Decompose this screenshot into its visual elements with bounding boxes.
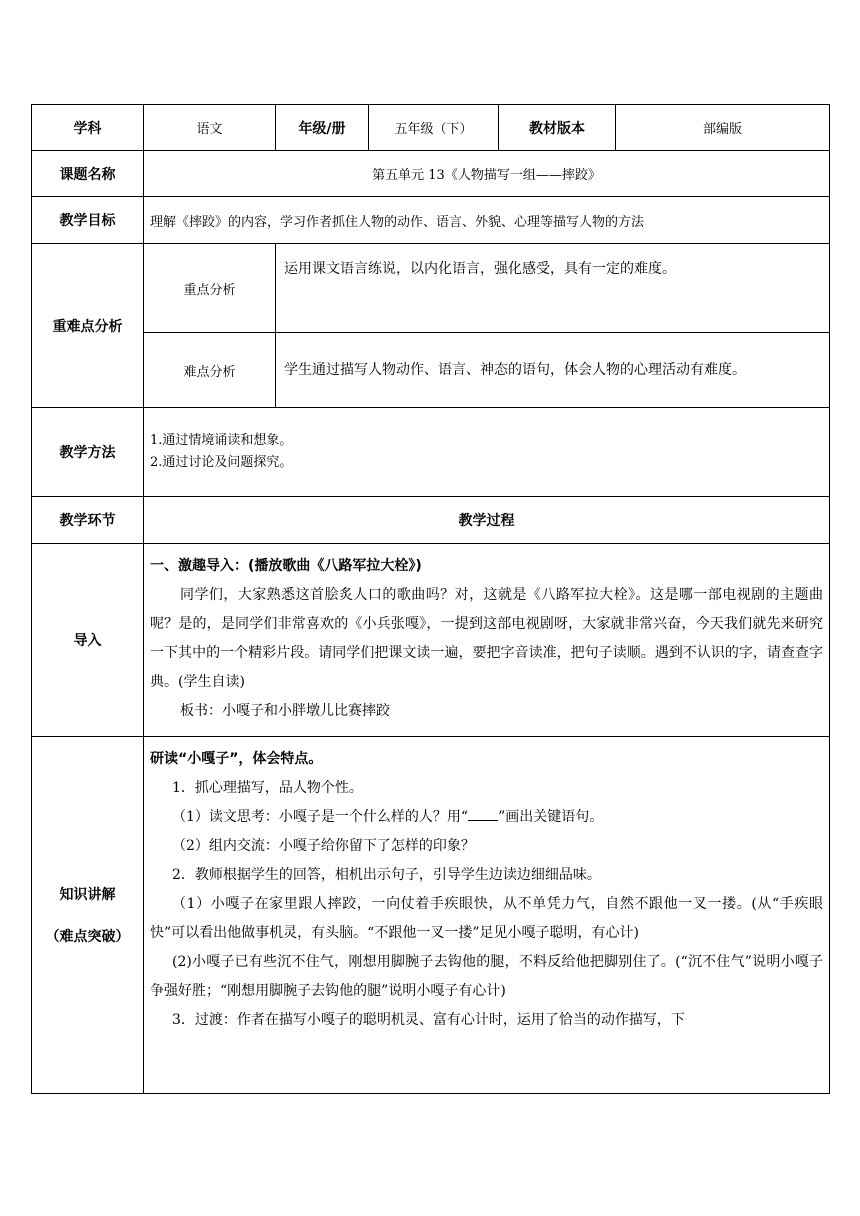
knowledge-step-3: 3．过渡：作者在描写小嘎子的聪明机灵、富有心计时，运用了恰当的动作描写，下: [172, 1012, 685, 1028]
objective-value: 理解《摔跤》的内容，学习作者抓住人物的动作、语言、外貌、心理等描写人物的方法: [144, 197, 830, 244]
key-analysis-value: 运用课文语言练说，以内化语言，强化感受，具有一定的难度。: [276, 244, 830, 333]
edition-label: 教材版本: [499, 105, 616, 151]
intro-paragraph: 同学们，大家熟悉这首脍炙人口的歌曲吗？对，这就是《八路军拉大栓》。这是哪一部电视剧的主题曲呢？是的，是同学们非常喜欢的《小兵张嘎》，一提到这部电视剧呀，大家就非常兴奋，今天我们就先来研究一下其中的一个精彩片段。请同学们把课文读一遍，要把字音读准，把句子读顺。遇到不认识的字，请查查字典。(学生自读): [150, 587, 823, 690]
edition-value: 部编版: [616, 105, 830, 151]
lesson-title-label: 课题名称: [32, 151, 144, 197]
method-item: 2.通过讨论及问题探究。: [150, 455, 293, 470]
knowledge-step-2b: (2)小嘎子已有些沉不住气，刚想用脚腕子去钩他的腿，不料反给他把脚别住了。(“沉不住气”说明小嘎子争强好胜；“刚想用脚腕子去钩他的腿”说明小嘎子有心计): [150, 954, 823, 999]
difficulty-analysis-label: 难点分析: [144, 333, 276, 408]
knowledge-label: 知识讲解: [59, 887, 116, 903]
intro-label: 导入: [32, 544, 144, 737]
difficulty-analysis-row: [32, 333, 830, 408]
analysis-label: 重难点分析: [32, 244, 144, 408]
knowledge-step-1b: （2）组内交流：小嘎子给你留下了怎样的印象？: [172, 838, 475, 854]
knowledge-sub-label: （难点突破）: [45, 929, 130, 945]
intro-row: [32, 544, 830, 737]
grade-value: 五年级（下）: [369, 105, 499, 151]
knowledge-step-1a: （1）读文思考：小嘎子是一个什么样的人？用“ ”画出关键语句。: [172, 809, 604, 825]
difficulty-analysis-value: 学生通过描写人物动作、语言、神态的语句，体会人物的心理活动有难度。: [276, 333, 830, 408]
underline-blank: [468, 808, 498, 821]
process-header: 教学过程: [144, 497, 830, 544]
knowledge-step-2: 2．教师根据学生的回答，相机出示句子，引导学生边读边细细品味。: [172, 867, 601, 883]
objective-label: 教学目标: [32, 197, 144, 244]
lesson-plan-table: [31, 104, 830, 1094]
key-analysis-row: [32, 244, 830, 333]
knowledge-heading: 研读“小嘎子”，体会特点。: [150, 751, 323, 767]
lesson-title-value: 第五单元 13《人物描写一组——摔跤》: [144, 151, 830, 197]
knowledge-label-cell: [32, 737, 144, 1094]
intro-heading: 一、激趣导入：(播放歌曲《八路军拉大栓》): [150, 558, 422, 574]
knowledge-row: [32, 737, 830, 1094]
method-item: 1.通过情境诵读和想象。: [150, 433, 293, 448]
knowledge-step-1: 1．抓心理描写，品人物个性。: [172, 780, 363, 796]
method-list: [144, 408, 830, 497]
key-analysis-label: 重点分析: [144, 244, 276, 333]
knowledge-step-2a: （1）小嘎子在家里跟人摔跤，一向仗着手疾眼快，从不单凭力气，自然不跟他一叉一搂。(从“手疾眼快”可以看出他做事机灵，有头脑。“不跟他一叉一搂”足见小嘎子聪明，有心计): [150, 896, 823, 941]
objective-row: [32, 197, 830, 244]
intro-board-note: 板书：小嘎子和小胖墩儿比赛摔跤: [180, 703, 390, 719]
header-row: [32, 105, 830, 151]
lesson-title-row: [32, 151, 830, 197]
method-label: 教学方法: [32, 408, 144, 497]
stage-header: 教学环节: [32, 497, 144, 544]
process-header-row: [32, 497, 830, 544]
intro-content: [144, 544, 830, 737]
subject-value: 语文: [144, 105, 276, 151]
method-row: [32, 408, 830, 497]
grade-label: 年级/册: [276, 105, 369, 151]
subject-label: 学科: [32, 105, 144, 151]
knowledge-content: [144, 737, 830, 1094]
